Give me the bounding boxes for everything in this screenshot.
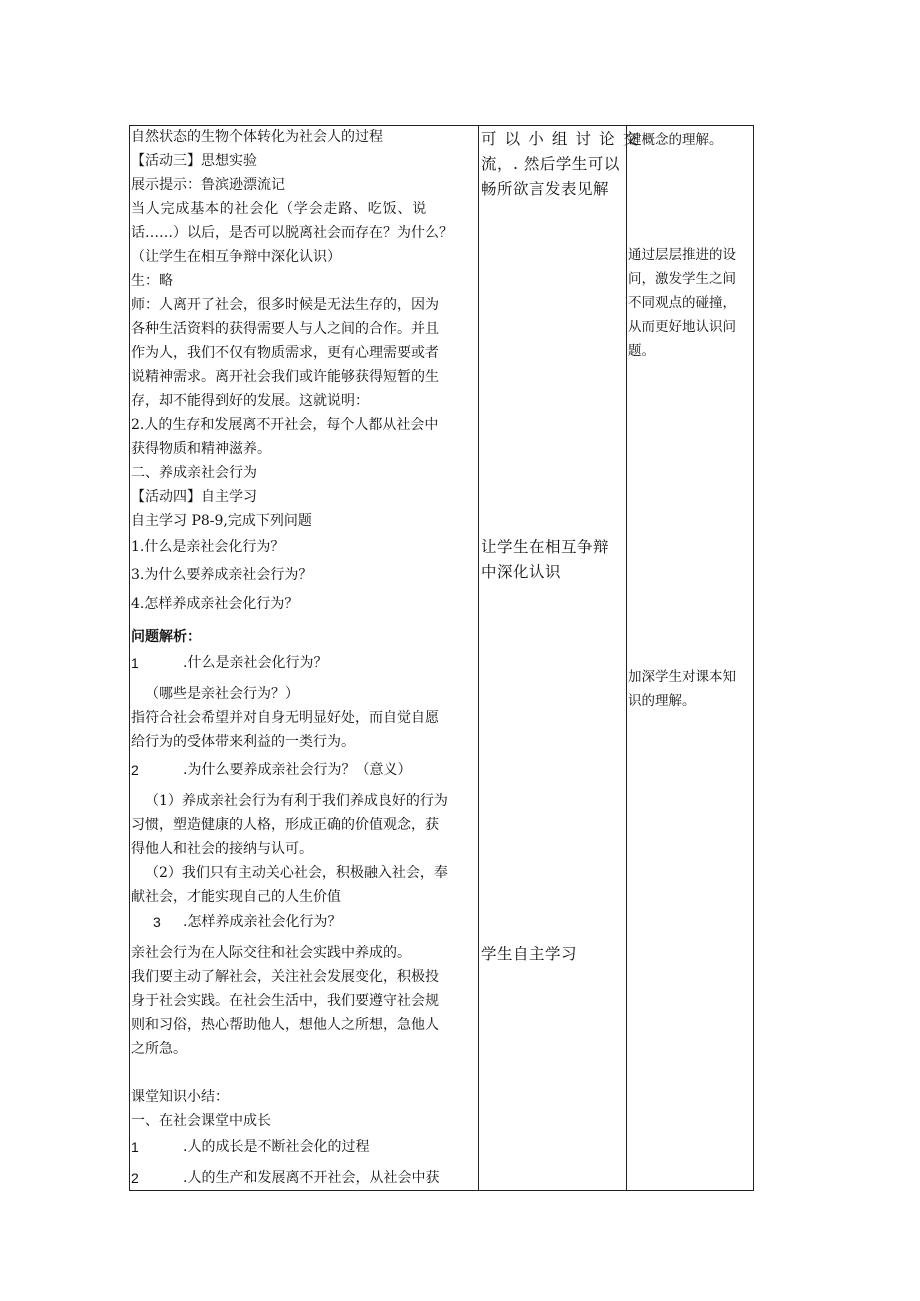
text-line: （2）我们只有主动关心社会，积极融入社会，奉 (145, 865, 448, 881)
text-line: 作为人，我们不仅有物质需求，更有心理需要或者 (131, 345, 439, 361)
text-line: 2.人的生存和发展离不开社会，每个人都从社会中 (131, 417, 439, 433)
activity-heading: 【活动三】思想实验 (131, 153, 257, 169)
analysis-heading: 问题解析： (131, 629, 201, 645)
item-number: 1 (131, 1139, 139, 1155)
text-line: 自主学习 P8-9,完成下列问题 (131, 513, 312, 529)
text-line: （哪些是亲社会行为？） (145, 686, 299, 702)
text-line: 中深化认识 (481, 563, 562, 581)
summary-point: .人的生产和发展离不开社会，从社会中获 (183, 1170, 440, 1186)
section-heading: 二、养成亲社会行为 (131, 465, 257, 481)
text-line: 指符合社会希望并对自身无明显好处，而自觉自愿 (131, 710, 439, 726)
analysis-question: .为什么要养成亲社会行为？（意义） (183, 762, 412, 778)
section-heading: 一、在社会课堂中成长 (131, 1113, 271, 1129)
text-line: 身于社会实践。在社会生活中，我们要遵守社会规 (131, 993, 439, 1009)
column-divider-2 (626, 126, 627, 1190)
text-line: 师：人离开了社会，很多时候是无法生存的，因为 (131, 297, 439, 313)
item-number: 1 (131, 655, 139, 671)
question-item: 3.为什么要养成亲社会行为？ (131, 567, 313, 583)
text-line: 给行为的受体带来利益的一类行为。 (131, 734, 355, 750)
summary-heading: 课堂知识小结： (131, 1089, 229, 1105)
text-line: 各种生活资料的获得需要人与人之间的合作。并且 (131, 321, 439, 337)
text-line: 之所急。 (131, 1041, 187, 1057)
text-line: 得他人和社会的接纳与认可。 (131, 841, 313, 857)
text-line: 不同观点的碰撞， (628, 295, 736, 311)
text-line: 加深学生对课本知 (628, 669, 736, 685)
text-line: 让学生在相互争辩 (481, 538, 610, 556)
text-line: 存，却不能得到好的发展。这就说明： (131, 393, 369, 409)
question-item: 1.什么是亲社会化行为？ (131, 539, 285, 555)
column-divider-1 (478, 126, 479, 1190)
text-line: 流，. 然后学生可以 (481, 155, 620, 173)
text-line: （1）养成亲社会行为有利于我们养成良好的行为 (145, 793, 448, 809)
analysis-question: .什么是亲社会化行为？ (183, 655, 328, 671)
text-line: 说精神需求。离开社会我们或许能够获得短暂的生 (131, 369, 439, 385)
text-line: 当人完成基本的社会化（学会走路、吃饭、说 (131, 201, 427, 217)
text-line: 亲社会行为在人际交往和社会实践中养成的。 (131, 945, 411, 961)
activity-heading: 【活动四】自主学习 (131, 489, 257, 505)
text-line: 可 以 小 组 讨 论 交 (481, 130, 640, 148)
text-line: 题。 (628, 343, 655, 359)
text-line: 键概念的理解。 (628, 132, 723, 148)
question-item: 4.怎样养成亲社会化行为？ (131, 596, 299, 612)
text-line: 展示提示：鲁滨逊漂流记 (131, 177, 285, 193)
text-line: 畅所欲言发表见解 (481, 180, 610, 198)
text-line: 习惯，塑造健康的人格，形成正确的价值观念，获 (131, 817, 439, 833)
text-line: （让学生在相互争辩中深化认识） (131, 249, 341, 265)
text-line: 献社会，才能实现自己的人生价值 (131, 889, 341, 905)
text-line: 生：略 (131, 273, 173, 289)
text-line: 学生自主学习 (481, 945, 578, 963)
text-line: 问，激发学生之间 (628, 271, 736, 287)
text-line: 识的理解。 (628, 693, 696, 709)
text-line: 话……）以后，是否可以脱离社会而存在？为什么？ (131, 225, 453, 241)
text-line: 从而更好地认识问 (628, 319, 736, 335)
analysis-question: .怎样养成亲社会化行为？ (183, 914, 342, 930)
text-line: 通过层层推进的设 (628, 247, 736, 263)
text-line: 我们要主动了解社会，关注社会发展变化，积极投 (131, 969, 439, 985)
item-number: 2 (131, 1170, 139, 1186)
item-number: 2 (131, 762, 139, 778)
text-line: 获得物质和精神滋养。 (131, 441, 271, 457)
text-line: 则和习俗，热心帮助他人，想他人之所想，急他人 (131, 1017, 439, 1033)
summary-point: .人的成长是不断社会化的过程 (183, 1139, 370, 1155)
text-line: 自然状态的生物个体转化为社会人的过程 (131, 129, 383, 145)
item-number: 3 (153, 914, 161, 930)
